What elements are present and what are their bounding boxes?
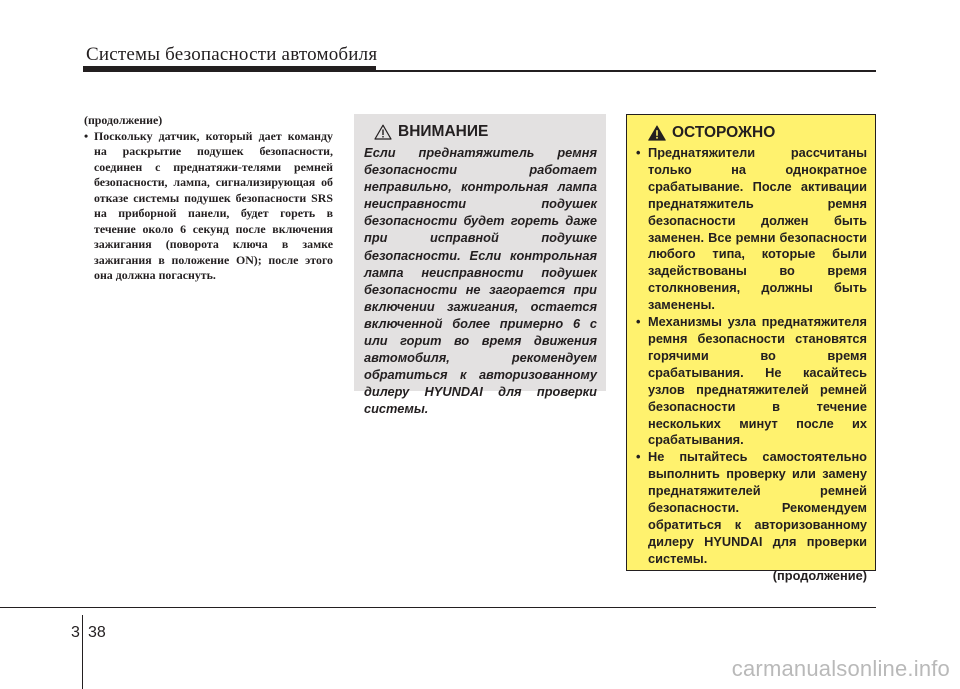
list-item-text: Преднатяжители рассчитаны только на однократное срабатывание. После активации преднатяжитель ремня безопасности должен быть заменен. Все ремни безопасности любого типа, которые были задействованы во время столкновения, должны быть заменены. — [648, 145, 867, 313]
footer-rule — [0, 607, 876, 608]
warning-triangle-filled-icon — [648, 125, 666, 141]
bullet-icon: • — [636, 314, 641, 330]
bullet-icon: • — [636, 449, 641, 465]
caution-list — [636, 145, 867, 568]
attention-text: Если преднатяжитель ремня безопасности работает неправильно, контрольная лампа неисправности подушек безопасности будет гореть даже при исправной подушке безопасности. Если контрольная лампа неисправности подушек безопасности не загорается при включении зажигания, остается включенной более примерно 6 с или горит во время движения автомобиля, рекомендуем обратиться к авторизованному дилеру HYUNDAI для проверки системы. — [364, 145, 597, 417]
page-number: 38 — [88, 624, 106, 641]
section-number: 3 — [71, 624, 80, 641]
watermark: carmanualsonline.info — [731, 656, 950, 681]
attention-heading — [374, 122, 597, 142]
footer-divider — [82, 615, 83, 689]
caution-title: ОСТОРОЖНО — [672, 124, 776, 141]
left-column — [84, 113, 333, 284]
list-item — [636, 449, 867, 567]
continued-label: (продолжение) — [772, 567, 867, 583]
list-item-text: Механизмы узла преднатяжителя ремня безопасности становятся горячими во время срабатывания. Не касайтесь узлов преднатяжителей ремней безопасности в течение нескольких минут после их срабатывания. — [648, 314, 867, 448]
header-rule — [83, 70, 876, 72]
warning-triangle-icon — [374, 124, 392, 140]
continued-label: (продолжение) — [84, 113, 163, 127]
attention-title: ВНИМАНИЕ — [398, 123, 489, 140]
attention-box — [354, 114, 606, 417]
caution-heading — [648, 123, 867, 143]
list-item-text: Поскольку датчик, который дает команду на раскрытие подушек безопасности, соединен с преднатяжи-телями ремней безопасности, лампа, сигнализирующая об отказе системы подушек безопасности SRS на приборной панели, будет гореть в течение около 6 секунд после включения зажигания (поворота ключа в замке зажигания в положение ON); после этого она должна погаснуть. — [94, 128, 333, 282]
bullet-icon: • — [636, 145, 641, 160]
list-item — [84, 129, 333, 284]
bullet-icon: • — [84, 128, 89, 143]
page-header-title: Системы безопасности автомобиля — [86, 44, 378, 65]
list-item — [636, 314, 867, 449]
list-item — [636, 145, 867, 314]
caution-box — [626, 114, 876, 583]
list-item-text: Не пытайтесь самостоятельно выполнить проверку или замену преднатяжителей ремней безопасности. Рекомендуем обратиться к авторизованному дилеру HYUNDAI для проверки системы. — [648, 449, 867, 566]
